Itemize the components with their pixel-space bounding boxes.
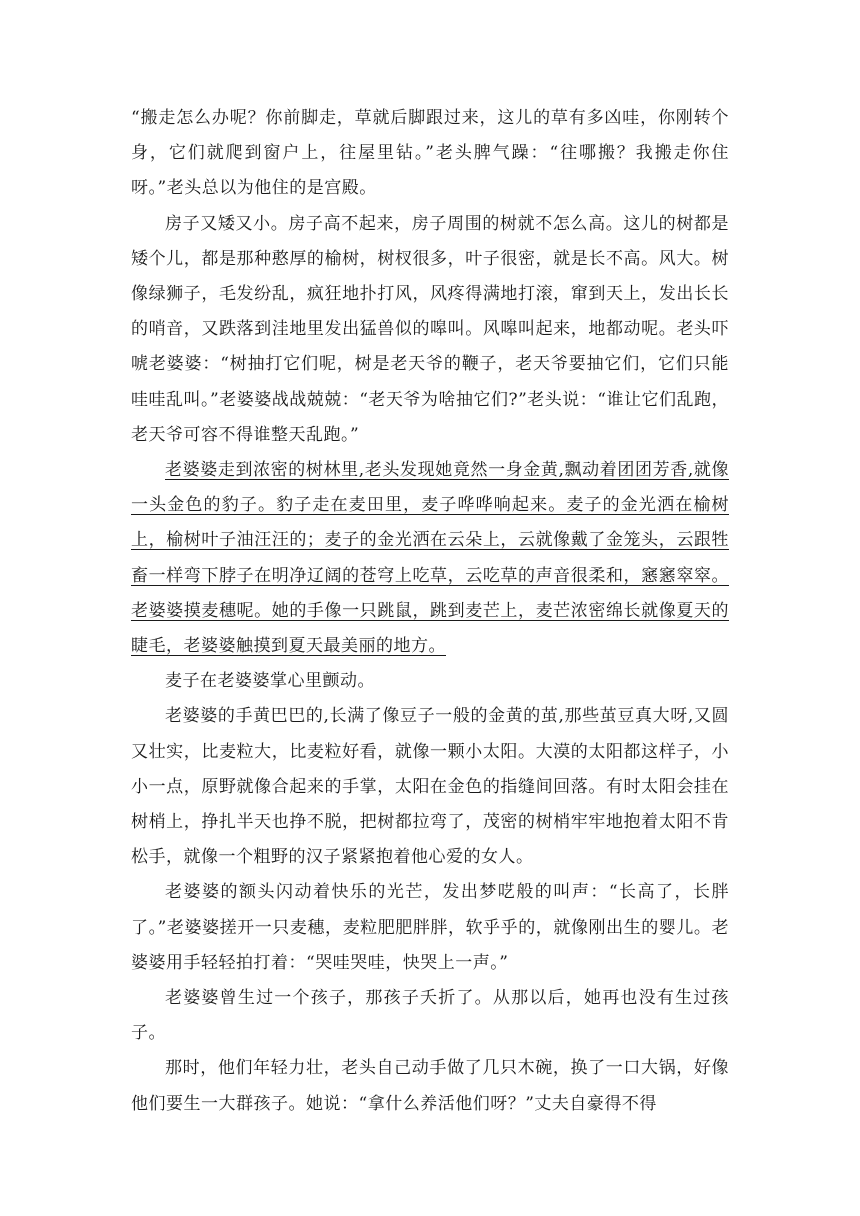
paragraph-3-underlined: 老婆婆走到浓密的树林里,老头发现她竟然一身金黄,飘动着团团芳香,就像一头金色的豹子。豹子走在麦田里，麦子哗哗响起来。麦子的金光洒在榆树上，榆树叶子油汪汪的；麦子的金光洒在云朵上，云就像戴了金笼头，云跟牲畜一样弯下脖子在明净辽阔的苍穹上吃草，云吃草的声音很柔和，窸窸窣窣。老婆婆摸麦穗呢。她的手像一只跳鼠，跳到麦芒上，麦芒浓密绵长就像夏天的睫毛，老婆婆触摸到夏天最美丽的地方。 [131,460,729,657]
paragraph-2: 房子又矮又小。房子高不起来，房子周围的树就不怎么高。这儿的树都是矮个儿，都是那种憨厚的榆树，树杈很多，叶子很密，就是长不高。风大。树像绿狮子，毛发纷乱，疯狂地扑打风，风疼得满地打滚，窜到天上，发出长长的哨音，又跌落到洼地里发出猛兽似的嗥叫。风嗥叫起来，地都动呢。老头吓唬老婆婆：“树抽打它们呢，树是老天爷的鞭子，老天爷要抽它们，它们只能哇哇乱叫。”老婆婆战战兢兢：“老天爷为啥抽它们?”老头说：“谁让它们乱跑，老天爷可容不得谁整天乱跑。” [131,213,729,445]
document-page [131,101,729,1122]
paragraph-1: “搬走怎么办呢？你前脚走，草就后脚跟过来，这儿的草有多凶哇，你刚转个身，它们就爬到窗户上，往屋里钻。”老头脾气躁：“往哪搬？我搬走你住呀。”老头总以为他住的是宫殿。 [131,108,729,199]
paragraph-4: 麦子在老婆婆掌心里颤动。 [165,671,375,692]
paragraph-8: 那时，他们年轻力壮，老头自己动手做了几只木碗，换了一口大锅，好像他们要生一大群孩子。她说：“拿什么养活他们呀？”丈夫自豪得不得 [131,1058,729,1114]
paragraph-7: 老婆婆曾生过一个孩子，那孩子夭折了。从那以后，她再也没有生过孩子。 [131,988,729,1044]
paragraph-5: 老婆婆的手黄巴巴的,长满了像豆子一般的金黄的茧,那些茧豆真大呀,又圆又壮实，比麦粒大，比麦粒好看，就像一颗小太阳。大漠的太阳都这样子，小小一点，原野就像合起来的手掌，太阳在金色的指缝间回落。有时太阳会挂在树梢上，挣扎半天也挣不脱，把树都拉弯了，茂密的树梢牢牢地抱着太阳不肯松手，就像一个粗野的汉子紧紧抱着他心爱的女人。 [131,706,729,868]
paragraph-6: 老婆婆的额头闪动着快乐的光芒，发出梦呓般的叫声：“长高了，长胖了。”老婆婆搓开一只麦穗，麦粒肥肥胖胖，软乎乎的，就像刚出生的婴儿。老婆婆用手轻轻拍打着：“哭哇哭哇，快哭上一声。” [131,882,729,973]
